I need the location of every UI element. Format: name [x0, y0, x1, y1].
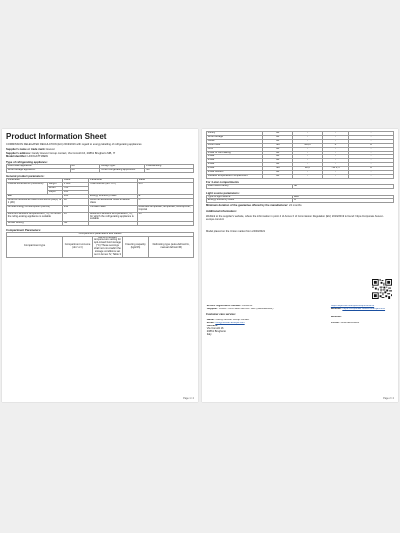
- table-cell: No: [263, 163, 293, 167]
- table-cell: A: [349, 167, 394, 171]
- table-cell: No: [263, 139, 293, 143]
- sheet-page-2: [202, 129, 398, 402]
- table-cell: -: [293, 139, 323, 143]
- table-cell: 655: [63, 191, 89, 195]
- table-cell: No: [263, 159, 293, 163]
- table-cell: -: [293, 135, 323, 139]
- type-table: [6, 164, 194, 173]
- four-star-section-heading: For 4-star compartments: [206, 180, 239, 185]
- table-cell: Energy efficiency class: [207, 199, 293, 203]
- table-cell: -: [349, 163, 394, 167]
- additional-section-heading: Additional information:: [206, 209, 237, 214]
- website-link[interactable]: https://corporate.hoover-europe.com/: [342, 307, 386, 310]
- table-cell: A: [349, 143, 394, 147]
- address-label: Address:: [206, 325, 219, 328]
- sheet-page-1: [2, 129, 198, 402]
- table-cell: -: [322, 163, 348, 167]
- supplier-name-label: Supplier's name or trade mark:: [6, 148, 46, 152]
- column-header: Compartment vol-ume (dm³ or l): [63, 236, 93, 257]
- table-cell: -: [322, 171, 348, 175]
- table-cell: 98,0: [293, 167, 323, 171]
- table-cell: Yes: [263, 167, 293, 171]
- table-cell: -: [293, 155, 323, 159]
- table-cell: -: [293, 159, 323, 163]
- table-cell: extended temperate, temperate, subtropi-cal, tropical: [137, 205, 193, 212]
- table-cell: Wine storage appliance:: [7, 169, 71, 173]
- table-cell: Design type:: [100, 165, 145, 169]
- table-cell: -: [322, 174, 348, 178]
- column-header: Defrosting type (auto-defrost=A, manual defrost=M): [149, 236, 194, 257]
- table-row: [7, 205, 194, 212]
- compartment-type-cell: 2-star: [207, 159, 263, 163]
- model-value: HOOGATT18EW: [27, 155, 48, 159]
- compartment-header-table: [6, 232, 194, 258]
- column-header: Compartment type: [7, 236, 63, 257]
- column-header: Recom-mended tempera-ture setting for opti-mised food storage (°C) These set-tings shall not con-tradict the storage conditions set out in Annex IV, Table 3: [93, 236, 121, 256]
- table-row: [7, 199, 194, 206]
- table-cell: [330, 325, 394, 337]
- table-row: [207, 174, 394, 178]
- phone-value: +390392083861: [340, 322, 360, 325]
- table-cell: -: [322, 159, 348, 163]
- general-section-heading: General product parameters:: [6, 174, 45, 179]
- cs-website-label: Website:: [330, 316, 342, 319]
- website-label: Website:: [330, 307, 342, 310]
- email-label: Email:: [206, 322, 215, 325]
- table-cell: No: [70, 165, 100, 169]
- table-cell: -: [322, 155, 348, 159]
- table-cell: -: [322, 139, 348, 143]
- table-cell: Airborne acoustical noise emission class: [89, 199, 138, 206]
- table-cell: No: [263, 132, 293, 136]
- table-cell: -: [349, 171, 394, 175]
- table-row: [7, 222, 194, 226]
- table-cell: 1 800: [63, 183, 89, 187]
- table-cell: -: [293, 151, 323, 155]
- table-cell: 700: [63, 187, 89, 191]
- compartment-type-cell: Chill: [207, 147, 263, 151]
- table-cell: No: [263, 155, 293, 159]
- table-cell: Energy efficiency class: [89, 195, 138, 199]
- light-section-heading: Light source parameters:: [206, 190, 240, 195]
- email-link[interactable]: info@hoover-europe.com: [215, 322, 245, 325]
- table-cell: -: [293, 147, 323, 151]
- table-cell: Low-noise appliance:: [7, 165, 71, 169]
- table-cell: Annual energy consumption (kWh/a): [7, 205, 63, 212]
- guarantee-line: [206, 204, 394, 208]
- guarantee-label: Minimum duration of the guarantee offered by the manufacturer:: [206, 204, 289, 208]
- table-cell: Climate class:: [89, 205, 138, 212]
- customer-care-table: [206, 316, 394, 336]
- light-table: [206, 195, 394, 204]
- column-header: Value: [63, 179, 89, 183]
- table-header-row: [7, 236, 194, 257]
- table-cell: -: [322, 135, 348, 139]
- table-cell: -: [293, 174, 323, 178]
- name-value: Candy Hoover Group contact: [215, 319, 250, 322]
- compartment-table: [206, 131, 394, 179]
- table-cell: 43: [137, 212, 193, 222]
- table-cell: -: [293, 163, 323, 167]
- eprel-value: 2294133: [242, 305, 253, 307]
- table-cell: -: [349, 139, 394, 143]
- compartment-type-cell: 1-star: [207, 155, 263, 159]
- table-cell: -: [349, 147, 394, 151]
- supplier-name-value: Hoover: [46, 148, 55, 152]
- table-cell: -: [293, 171, 323, 175]
- table-cell: Other refrigerating appli-ance:: [100, 169, 145, 173]
- regulation-text: COMMISSION DELEGATED REGULATION (EU) 2019/2016 with regard to energy labelling of refrigerating appliances: [6, 143, 142, 146]
- supplier-label: Supplier:: [206, 307, 219, 310]
- table-cell: -: [322, 147, 348, 151]
- table-cell: 4: [322, 143, 348, 147]
- table-cell: Yes: [263, 143, 293, 147]
- table-cell: -: [322, 151, 348, 155]
- type-section-heading: Type of refrigerating appliance:: [6, 160, 48, 165]
- supplier-address-label: Supplier's address:: [6, 151, 31, 155]
- table-cell: -: [349, 159, 394, 163]
- general-table: [6, 178, 194, 226]
- column-header: Parameter: [89, 179, 138, 183]
- compartment-type-cell: 3-star: [207, 163, 263, 167]
- column-group-header: Compartment parameters and values: [7, 232, 194, 236]
- table-cell: No: [70, 169, 100, 173]
- guarantee-value: 24 months: [289, 204, 302, 208]
- table-cell: Fast freeze facility: [207, 185, 293, 189]
- table-cell: -: [349, 155, 394, 159]
- table-cell: No: [145, 169, 194, 173]
- eprel-link[interactable]: https://eprel.ec.europa.eu/qr/2294133: [330, 305, 375, 307]
- table-cell: 100: [63, 195, 89, 199]
- table-cell: No: [263, 171, 293, 175]
- table-cell: No: [263, 147, 293, 151]
- table-cell: Width: [48, 187, 63, 191]
- table-cell: -: [349, 135, 394, 139]
- table-cell: Type of light source: [207, 195, 293, 199]
- table-cell: Depth: [48, 191, 63, 195]
- placed-on-market-text: Model placed on the Union market from 24/03/2021: [206, 229, 266, 233]
- address-line: 20861 Brugherio: [206, 329, 226, 333]
- additional-text: Weblink to the supplier's website, where the information in point 4 of Annex II of Commission Regulation (EU) 2019/2019 is found: https://corporate.hoover-europe.com/en/: [206, 215, 384, 222]
- page-number: Page 2 / 2: [383, 397, 394, 400]
- compartment-type-cell: Wine storage: [207, 135, 263, 139]
- table-cell: [206, 325, 330, 337]
- compartment-type-cell: Fresh food: [207, 143, 263, 147]
- fast-freeze-table: [206, 184, 394, 189]
- table-cell: Winter setting: [7, 222, 63, 226]
- compartment-section-heading: Compartment Parameters:: [6, 227, 42, 232]
- page-number: Page 1 / 2: [183, 397, 194, 400]
- table-cell: -: [293, 132, 323, 136]
- table-row: [207, 199, 394, 203]
- table-cell: Overall dimensions (millimetre): [7, 183, 48, 195]
- column-header: Value: [137, 179, 193, 183]
- table-cell: -: [322, 132, 348, 136]
- table-cell: No: [263, 174, 293, 178]
- supplier-address-value: Candy Hoover Group contact, Via Comolli 16, 20861 Brugherio MB, IT: [31, 151, 116, 155]
- table-cell: [330, 308, 394, 311]
- table-cell: 38: [63, 199, 89, 206]
- table-cell: Minimum ambient tempera-ture (°C), for which the refrig-erating appliance is suitable: [7, 212, 63, 222]
- model-label: Model identifier:: [6, 155, 27, 159]
- column-header: Freezing capacity (kg/24h): [122, 236, 148, 257]
- table-cell: Airborne acoustical noise emis-sions (dB(A) re 1 pW): [7, 198, 62, 204]
- table-cell: Maximum ambient tem-perature (°C), for which the refrigerating appliance is suitable: [89, 212, 138, 222]
- table-cell: No: [63, 222, 89, 226]
- table-cell: No: [263, 151, 293, 155]
- table-cell: 10: [63, 212, 89, 222]
- table-row: [7, 212, 194, 222]
- table-cell: 293: [63, 205, 89, 212]
- model-line: [6, 155, 194, 159]
- table-cell: Height: [48, 183, 63, 187]
- compartment-type-cell: Pantry: [207, 132, 263, 136]
- table-cell: No: [293, 185, 394, 189]
- eprel-label: EPREL registration number:: [206, 305, 242, 307]
- table-cell: -: [349, 151, 394, 155]
- table-cell: [89, 222, 138, 226]
- table-row: [7, 183, 194, 187]
- table-cell: -: [349, 174, 394, 178]
- compartment-type-cell: 2-star section: [207, 171, 263, 175]
- table-cell: 369,0: [293, 143, 323, 147]
- table-cell: Total volume (dm³ or l): [89, 183, 138, 195]
- compartment-type-cell: Variable temperature compartment: [207, 174, 263, 178]
- address-line: Via Comolli 16: [206, 327, 224, 331]
- address-line: Italy: [206, 332, 212, 336]
- compartment-type-cell: 0-star or ice-making: [207, 151, 263, 155]
- sheet-title: Product Information Sheet: [6, 132, 107, 141]
- compartment-type-cell: Cellar: [207, 139, 263, 143]
- table-cell: No: [263, 135, 293, 139]
- table-row: [7, 169, 194, 173]
- table-row: [207, 185, 394, 189]
- compartment-type-cell: 4-star: [207, 167, 263, 171]
- phone-label: Phone:: [330, 322, 340, 325]
- table-row: [206, 325, 394, 337]
- qr-code-icon: [372, 279, 392, 299]
- table-cell: LED: [293, 195, 394, 199]
- customer-care-heading: Customer care service:: [206, 312, 236, 316]
- table-cell: G: [293, 199, 394, 203]
- table-cell: -18 4,5: [322, 167, 348, 171]
- table-cell: 467: [137, 183, 193, 195]
- name-label: Name:: [206, 319, 215, 322]
- column-header: Parameter: [7, 179, 63, 183]
- table-cell: -: [349, 132, 394, 136]
- supplier-value: CANDY HOOVER GROUP SRL (Manufacturer): [218, 307, 274, 310]
- table-cell: C: [137, 199, 193, 206]
- table-cell: E: [137, 195, 193, 199]
- table-cell: [137, 222, 193, 226]
- table-cell: EEI: [7, 195, 63, 199]
- table-cell: Freestanding: [145, 165, 194, 169]
